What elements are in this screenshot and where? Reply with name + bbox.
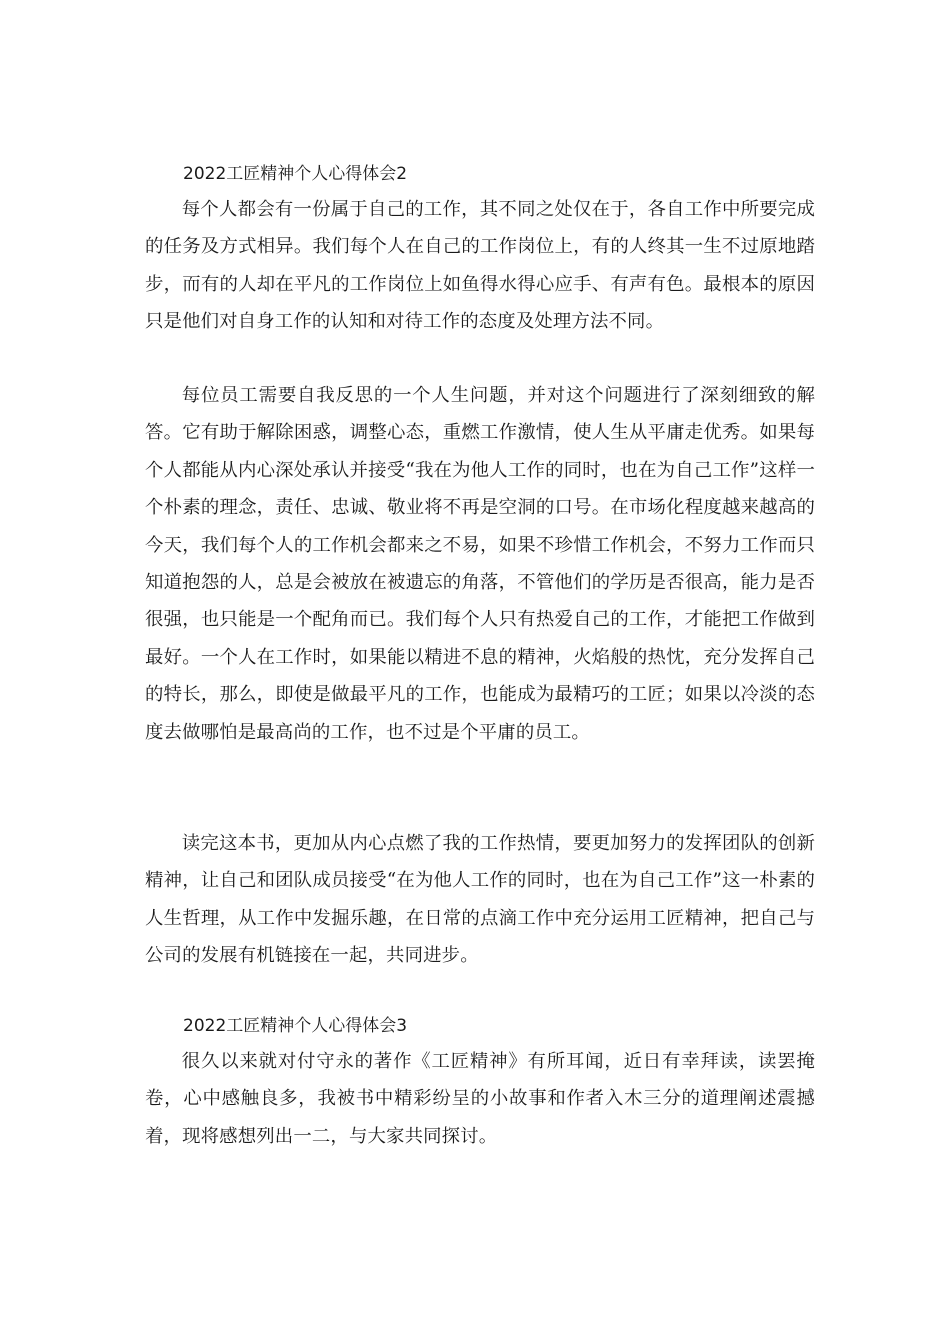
paragraph: 每个人都会有一份属于自己的工作，其不同之处仅在于，各自工作中所要完成的任务及方式相异。我们每个人在自己的工作岗位上，有的人终其一生不过原地踏步，而有的人却在平凡的工作岗位上如鱼得水得心应手、有声有色。最根本的原因只是他们对自身工作的认知和对待工作的态度及处理方法不同。 (145, 199, 815, 333)
section-heading: 2022工匠精神个人心得体会3 (183, 1016, 408, 1036)
paragraph: 每位员工需要自我反思的一个人生问题，并对这个问题进行了深刻细致的解答。它有助于解除困惑，调整心态，重燃工作激情，使人生从平庸走优秀。如果每个人都能从内心深处承认并接受“我在为他人工作的同时，也在为自己工作”这样一个朴素的理念，责任、忠诚、敬业将不再是空洞的口号。在市场化程度越来越高的今天，我们每个人的工作机会都来之不易，如果不珍惜工作机会，不努力工作而只知道抱怨的人，总是会被放在被遗忘的角落，不管他们的学历是否很高，能力是否很强，也只能是一个配角而已。我们每个人只有热爱自己的工作，才能把工作做到最好。一个人在工作时，如果能以精进不息的精神，火焰般的热忱，充分发挥自己的特长，那么，即使是做最平凡的工作，也能成为最精巧的工匠；如果以冷淡的态度去做哪怕是最高尚的工作，也不过是个平庸的员工。 (145, 385, 815, 743)
section-heading: 2022工匠精神个人心得体会2 (183, 164, 408, 184)
paragraph: 很久以来就对付守永的著作《工匠精神》有所耳闻，近日有幸拜读，读罢掩卷，心中感触良多，我被书中精彩纷呈的小故事和作者入木三分的道理阐述震撼着，现将感想列出一二，与大家共同探讨。 (145, 1051, 815, 1147)
paragraph: 读完这本书，更加从内心点燃了我的工作热情，要更加努力的发挥团队的创新精神，让自己和团队成员接受“在为他人工作的同时，也在为自己工作”这一朴素的人生哲理，从工作中发掘乐趣，在日常的点滴工作中充分运用工匠精神，把自己与公司的发展有机链接在一起，共同进步。 (145, 833, 815, 967)
